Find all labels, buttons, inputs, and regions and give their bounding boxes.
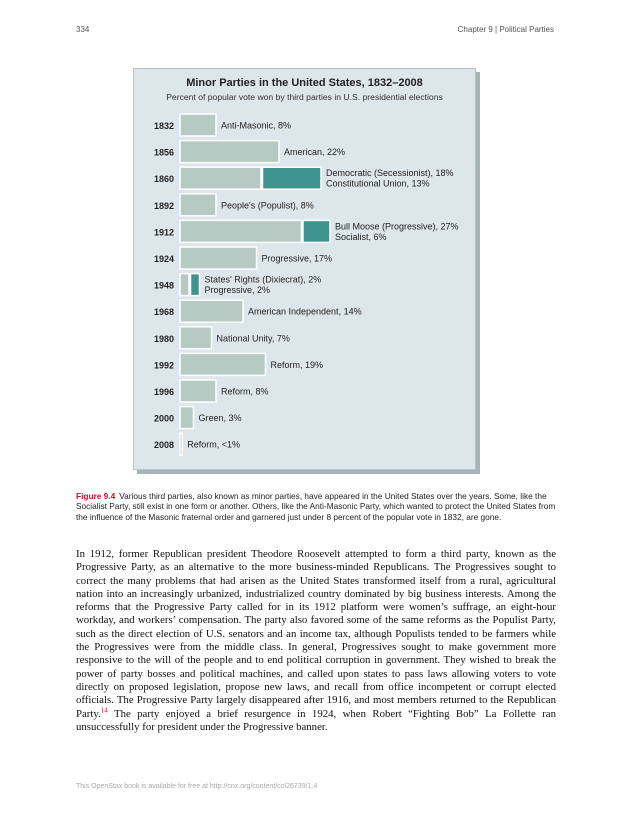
data-label-1912-b: Socialist, 6% <box>335 231 387 242</box>
chart-panel <box>133 68 476 470</box>
bar-secondary-1948 <box>191 274 200 296</box>
caption-text: Various third parties, also known as minor parties, have appeared in the United States over the years. Some, like the Socialist Party, still exist in one form or another. Others, like the Anti-Masonic Party, which wanted to protect the United States from the influence of the Masonic fraternal order and garnered just under 8 percent of the popular vote in 1832, are gone. <box>76 491 556 522</box>
bar-secondary-1912 <box>303 220 330 242</box>
year-label-1860: 1860 <box>154 174 175 185</box>
year-label-1832: 1832 <box>154 121 175 131</box>
bar-1924 <box>180 247 257 269</box>
bar-1968 <box>180 300 243 322</box>
year-label-1856: 1856 <box>154 147 175 158</box>
bar-1860 <box>180 167 261 189</box>
footnote-reference[interactable]: 14 <box>100 705 108 714</box>
data-label-1856: American, 22% <box>284 147 346 158</box>
bar-1856 <box>180 141 279 163</box>
data-label-1992: Reform, 19% <box>270 359 324 370</box>
year-label-1912: 1912 <box>154 227 175 238</box>
bar-1980 <box>180 327 212 349</box>
bar-1832 <box>180 114 216 136</box>
year-label-1924: 1924 <box>154 254 175 264</box>
bar-1912 <box>180 220 302 242</box>
paragraph-text: In 1912, former Republican president Theodore Roosevelt attempted to form a third party, known as the Progressive Party, as an alternative to the more business-minded Republicans. The Progressives sought to correct the many problems that had arisen as the United States transformed itself from a rural, agricultural nation into an increasingly urbanized, industrialized country dominated by big business interests. Among the reforms that the Progressive Party called for in its 1912 platform were women’s suffrage, an eight-hour workday, and workers’ compensation. The party also favored some of the same reforms as the Populist Party, such as the direct election of U.S. senators and an income tax, although Populists tended to be farmers while the Progressives were from the middle class. In general, Progressives sought to make government more responsive to the will of the people and to end political corruption in government. They wished to break the power of party bosses and political machines, and called upon states to pass laws allowing voters to vote directly on proposed legislation, propose new laws, and recall from office incompetent or corrupt elected officials. The Progressive Party largely disappeared after 1916, and most members returned to the Republican Party. <box>76 548 556 720</box>
year-label-1948: 1948 <box>154 280 175 291</box>
data-label-1948-b: Progressive, 2% <box>204 285 271 296</box>
data-label-1912: Bull Moose (Progressive), 27% <box>335 221 459 232</box>
data-label-1832: Anti-Masonic, 8% <box>221 120 292 131</box>
figure-caption <box>76 491 556 522</box>
year-label-1992: 1992 <box>154 360 175 371</box>
bar-1892 <box>180 194 216 216</box>
bar-2008 <box>180 433 182 455</box>
year-label-1996: 1996 <box>154 387 175 397</box>
year-label-1968: 1968 <box>154 307 175 318</box>
bar-1992 <box>180 353 266 375</box>
data-label-2008: Reform, <1% <box>187 439 241 450</box>
data-label-1924: Progressive, 17% <box>261 253 333 264</box>
data-label-1860: Democratic (Secessionist), 18% <box>326 168 454 179</box>
data-label-1980: National Unity, 7% <box>216 333 290 344</box>
bar-1948 <box>180 274 189 296</box>
bar-2000 <box>180 407 194 429</box>
year-label-1980: 1980 <box>154 333 175 344</box>
data-label-1996: Reform, 8% <box>221 386 269 397</box>
data-label-1968: American Independent, 14% <box>248 306 362 317</box>
chart-title: Minor Parties in the United States, 1832–2008 <box>186 77 423 89</box>
paragraph-text-continued: The party enjoyed a brief resurgence in 1924, when Robert “Fighting Bob” La Follette ran unsuccessfully for president under the Progressive banner. <box>76 707 556 733</box>
data-label-1892: People's (Populist), 8% <box>221 200 314 211</box>
chart-subtitle: Percent of popular vote won by third parties in U.S. presidential elections <box>166 92 443 102</box>
bar-chart <box>134 69 475 469</box>
data-label-1948: States' Rights (Dixiecrat), 2% <box>204 274 322 285</box>
footer-notice: This OpenStax book is available for free at http://cnx.org/content/col26739/1.4 <box>76 783 318 790</box>
figure-label: Figure 9.4 <box>76 491 116 501</box>
body-paragraph <box>76 548 556 734</box>
year-label-2000: 2000 <box>154 413 175 424</box>
bar-1996 <box>180 380 216 402</box>
bar-secondary-1860 <box>263 167 322 189</box>
year-label-2008: 2008 <box>154 440 175 451</box>
data-label-1860-b: Constitutional Union, 13% <box>326 178 430 189</box>
data-label-2000: Green, 3% <box>198 413 242 424</box>
page-number: 334 <box>76 25 90 34</box>
chapter-heading: Chapter 9 | Political Parties <box>457 25 554 34</box>
year-label-1892: 1892 <box>154 200 175 211</box>
